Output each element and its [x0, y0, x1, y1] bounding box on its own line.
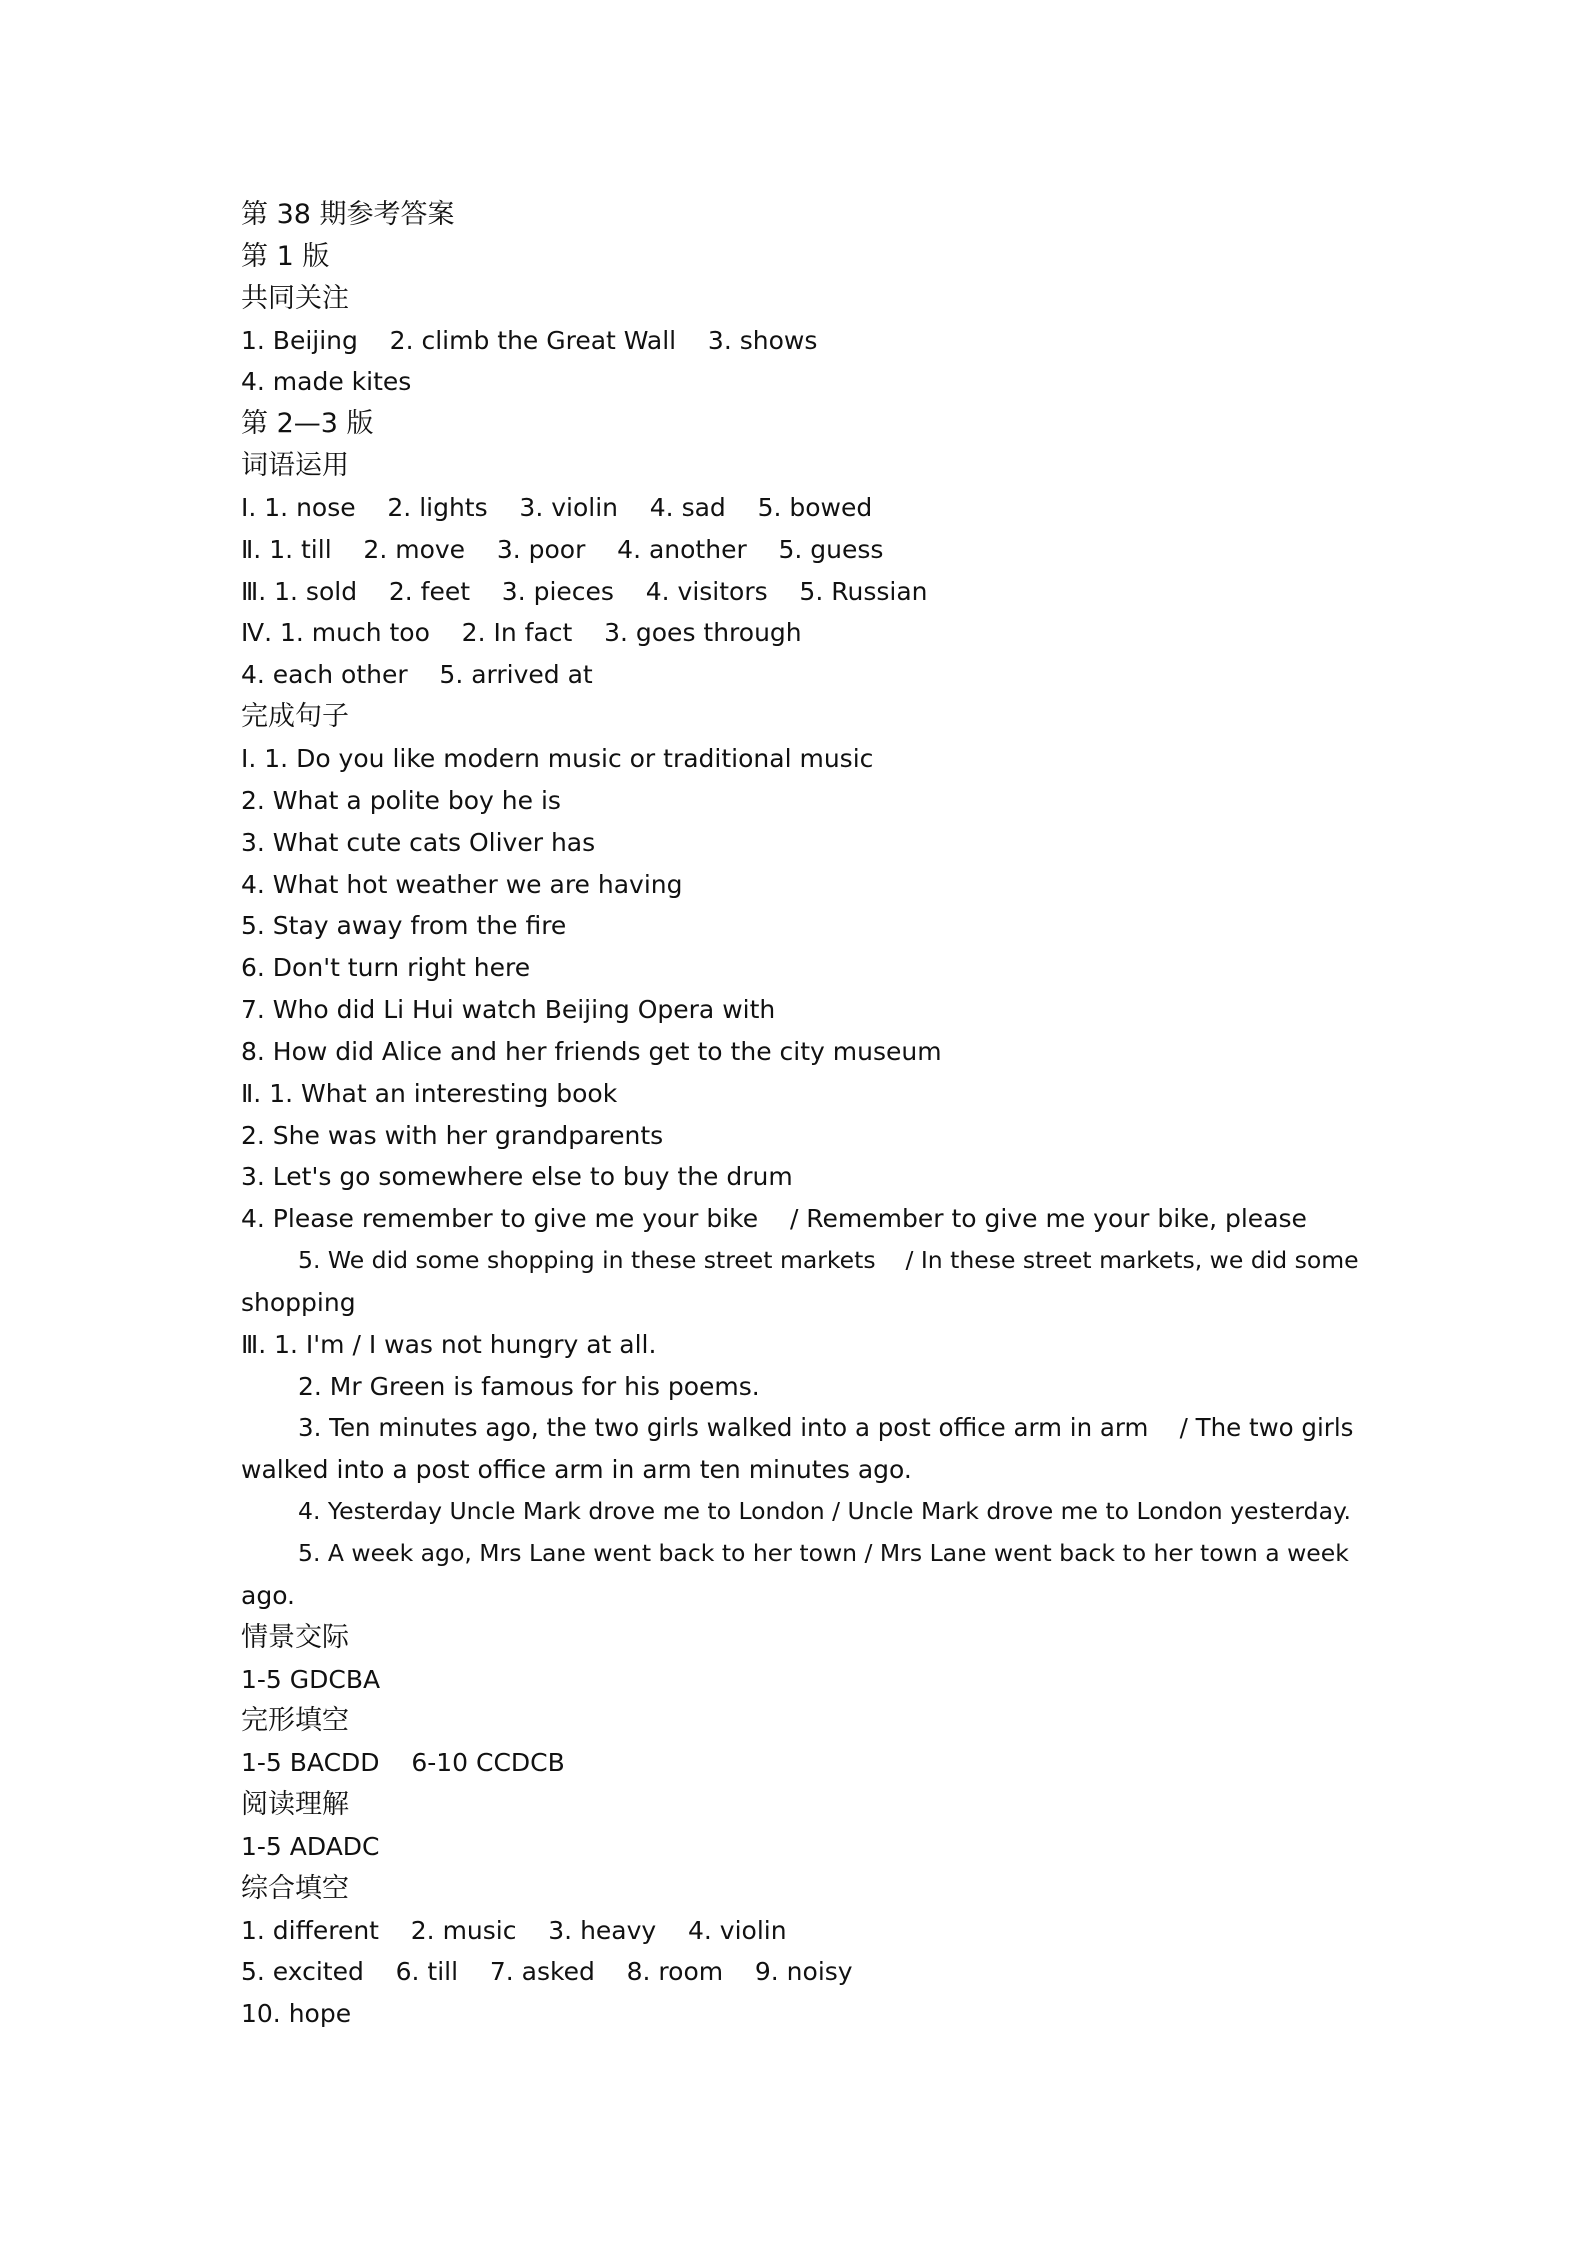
- answer-line: 2. She was with her grandparents: [241, 1120, 664, 1150]
- answer-line: 4. Yesterday Uncle Mark drove me to London / Uncle Mark drove me to London yesterday.: [298, 1497, 1352, 1526]
- section-heading-reading: 阅读理解: [241, 1789, 349, 1821]
- answer-line: 3. What cute cats Oliver has: [241, 827, 596, 857]
- answer-line: Ⅲ. 1. I'm / I was not hungry at all.: [241, 1329, 657, 1359]
- answer-line: 4. What hot weather we are having: [241, 869, 683, 899]
- answer-line: 7. Who did Li Hui watch Beijing Opera with: [241, 995, 776, 1025]
- answer-line: 5. Stay away from the fire: [241, 911, 567, 941]
- answer-line: Ⅲ. 1. sold 2. feet 3. pieces 4. visitors 5. Russian: [241, 576, 928, 606]
- answer-line: Ⅰ. 1. nose 2. lights 3. violin 4. sad 5. bowed: [241, 492, 873, 522]
- issue-title: 第 38 期参考答案: [241, 199, 455, 230]
- answer-line: 5. We did some shopping in these street markets / In these street markets, we did some: [298, 1246, 1359, 1275]
- answer-line: 1-5 ADADC: [241, 1831, 380, 1861]
- page-heading-2-3: 第 2—3 版: [241, 408, 374, 440]
- page-heading-1: 第 1 版: [241, 240, 330, 272]
- answer-line: 4. each other 5. arrived at: [241, 660, 593, 690]
- answer-line: 2. What a polite boy he is: [241, 785, 561, 815]
- answer-key-page: [241, 194, 1358, 2035]
- answer-line: 4. made kites: [241, 367, 412, 397]
- answer-line: 5. excited 6. till 7. asked 8. room 9. noisy: [241, 1957, 853, 1987]
- answer-line: 4. Please remember to give me your bike / Remember to give me your bike, please: [241, 1204, 1307, 1234]
- answer-line: 1. Beijing 2. climb the Great Wall 3. shows: [241, 325, 818, 355]
- answer-line: Ⅳ. 1. much too 2. In fact 3. goes through: [241, 618, 802, 648]
- section-heading-vocabulary: 词语运用: [241, 450, 349, 482]
- section-heading-cloze: 完形填空: [241, 1705, 349, 1737]
- answer-line: 1-5 BACDD 6-10 CCDCB: [241, 1748, 565, 1778]
- answer-line: walked into a post office arm in arm ten minutes ago.: [241, 1455, 912, 1485]
- section-heading-sentences: 完成句子: [241, 701, 349, 733]
- answer-line: 6. Don't turn right here: [241, 953, 531, 983]
- answer-line: 1-5 GDCBA: [241, 1664, 381, 1694]
- answer-line: 3. Let's go somewhere else to buy the drum: [241, 1162, 793, 1192]
- answer-line: ago.: [241, 1580, 295, 1610]
- answer-line: 5. A week ago, Mrs Lane went back to her town / Mrs Lane went back to her town a week: [298, 1539, 1349, 1567]
- answer-line: Ⅱ. 1. What an interesting book: [241, 1078, 618, 1108]
- answer-line: Ⅱ. 1. till 2. move 3. poor 4. another 5. guess: [241, 534, 884, 564]
- answer-line: 10. hope: [241, 1999, 352, 2029]
- answer-line: Ⅰ. 1. Do you like modern music or traditional music: [241, 743, 874, 773]
- answer-line: 2. Mr Green is famous for his poems.: [298, 1371, 760, 1401]
- answer-line: 8. How did Alice and her friends get to the city museum: [241, 1036, 942, 1066]
- answer-line: shopping: [241, 1287, 356, 1317]
- section-heading-focus: 共同关注: [241, 282, 349, 314]
- answer-line: 3. Ten minutes ago, the two girls walked into a post office arm in arm / The two girls: [298, 1413, 1354, 1443]
- section-heading-communication: 情景交际: [241, 1621, 349, 1653]
- section-heading-comprehensive: 综合填空: [241, 1872, 349, 1904]
- answer-line: 1. different 2. music 3. heavy 4. violin: [241, 1915, 787, 1945]
